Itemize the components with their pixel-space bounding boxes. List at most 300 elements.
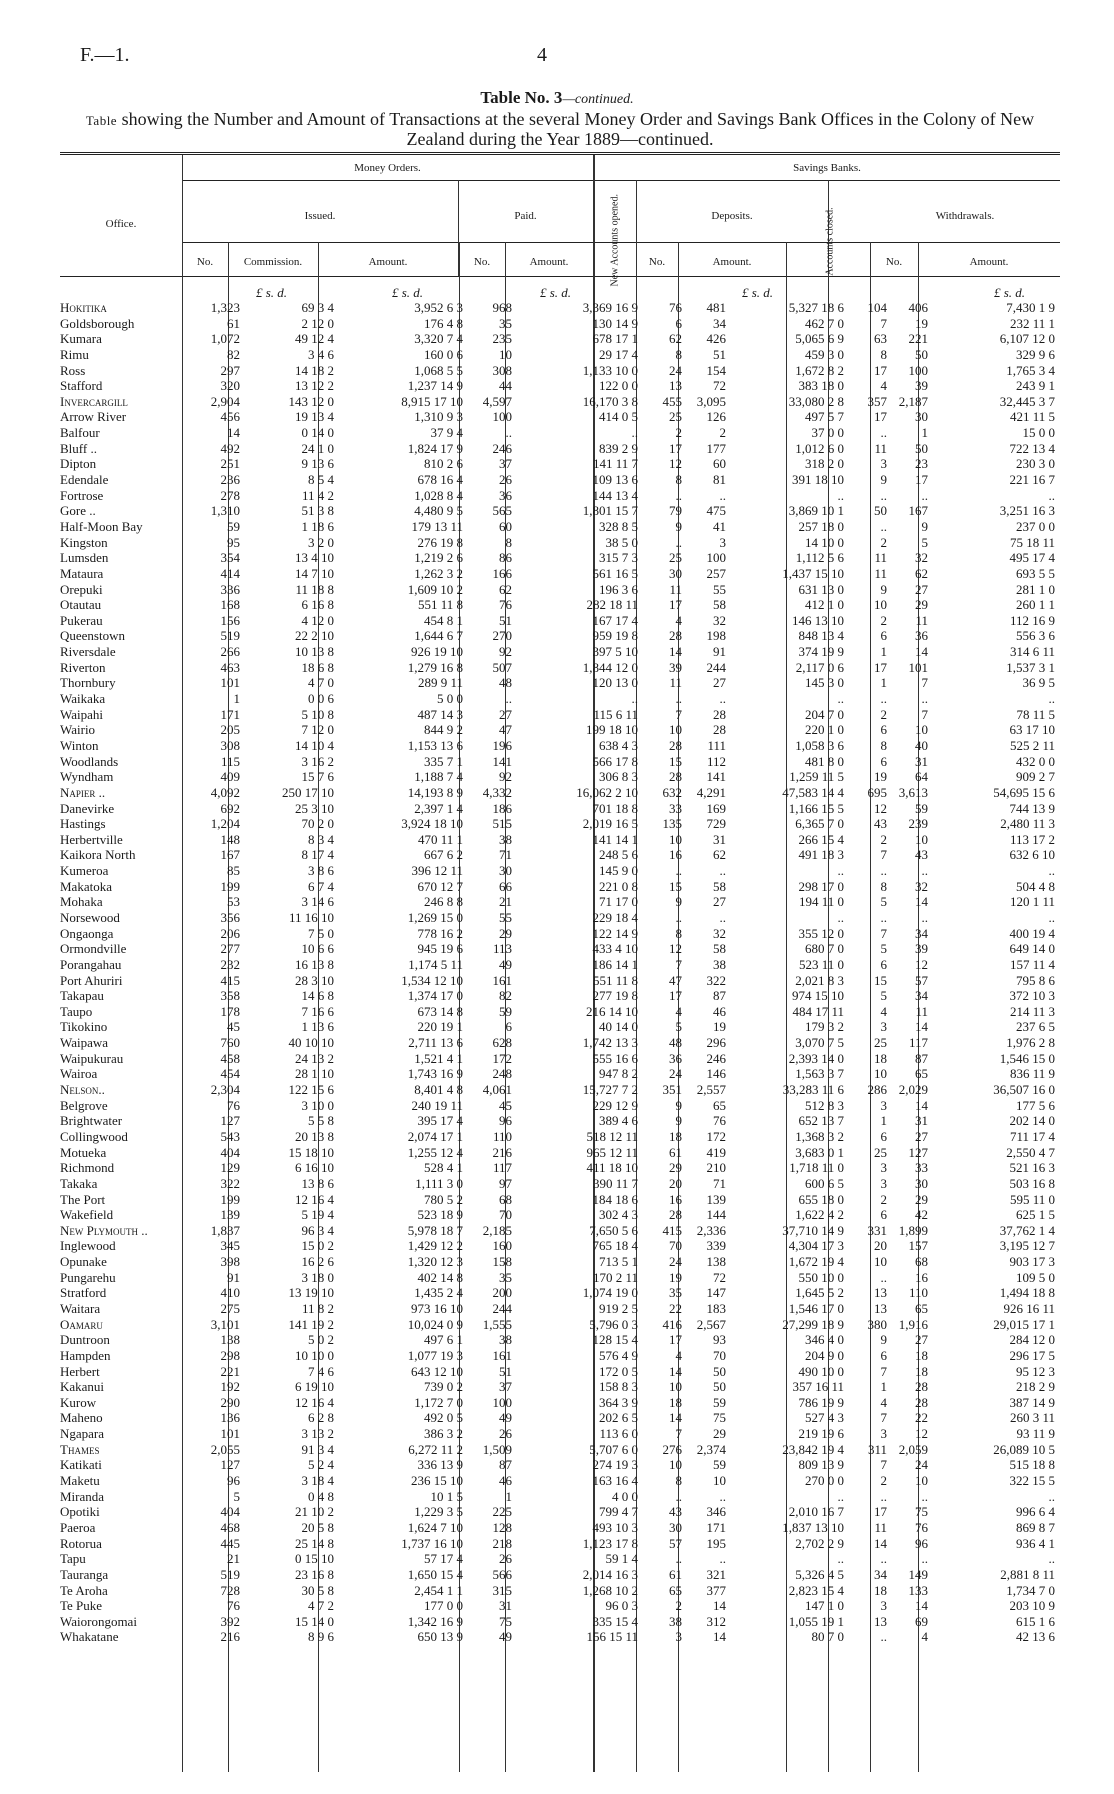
new-accounts-cell: 3 [675,1629,682,1645]
issued-no-cell: 205 [220,722,240,738]
deposits-no-cell: 296 [706,1035,726,1051]
issued-no-cell: 398 [220,1254,240,1270]
accounts-closed-cell: 10 [874,597,887,613]
withdrawals-amount-cell: 432 0 0 [1016,753,1055,769]
new-accounts-cell: 17 [669,597,682,613]
accounts-closed-cell: 2 [880,612,887,628]
commission-cell: 5 0 2 [308,1332,334,1348]
issued-no-cell: 358 [220,988,240,1004]
office-cell: Kakanui [60,1379,105,1395]
deposits-amount-cell: 346 4 0 [805,1332,844,1348]
office-cell: Hastings [60,816,106,832]
deposits-amount-cell: 355 12 0 [798,925,844,941]
withdrawals-no-cell: 5 [921,534,928,550]
accounts-closed-cell: 357 [867,393,887,409]
new-accounts-cell: 18 [669,1394,682,1410]
deposits-no-cell: 177 [706,440,726,456]
deposits-amount-cell: 848 13 4 [798,628,844,644]
deposits-amount-cell: 600 6 5 [805,1175,844,1191]
withdrawals-no-cell: 157 [908,1238,928,1254]
commission-cell: 8 3 4 [308,831,334,847]
deposits-amount-cell: 974 15 10 [792,988,844,1004]
deposits-no-cell: 27 [713,675,726,691]
issued-no-cell: 82 [227,346,240,362]
issued-amount-cell: 650 13 9 [417,1629,463,1645]
commission-cell: 3 4 6 [308,346,334,362]
withdrawals-amount-cell: 15 0 0 [1022,425,1055,441]
deposits-no-cell: 51 [713,346,726,362]
issued-amount-cell: 470 11 1 [417,831,463,847]
withdrawals-no-cell: 2,187 [898,393,928,409]
office-cell: Mohaka [60,894,103,910]
deposits-amount-cell: 5,327 18 6 [788,300,844,315]
table-row [60,550,1060,566]
commission-cell: 141 19 2 [288,1316,334,1332]
table-row [60,973,1060,989]
issued-no-cell: 456 [220,409,240,425]
withdrawals-no-cell: 43 [915,847,928,863]
paid-no-cell: 4,597 [482,393,512,409]
office-cell: Tauranga [60,1566,109,1582]
issued-no-cell: 76 [227,1097,240,1113]
new-accounts-cell: 14 [669,1410,682,1426]
deposits-amount-cell: 5,326 4 5 [795,1566,844,1582]
deposits-amount-cell: 481 8 0 [805,753,844,769]
paid-no-cell: 200 [492,1285,512,1301]
office-cell: Nelson.. [60,1082,105,1098]
new-accounts-cell: 8 [675,1473,682,1489]
withdrawals-amount-cell: 36 9 5 [1022,675,1055,691]
deposits-no-cell: 19 [713,1019,726,1035]
new-accounts-cell: 38 [669,1613,682,1629]
commission-cell: 5 5 8 [308,1113,334,1129]
issued-no-cell: 221 [220,1363,240,1379]
paid-amount-cell: 184 18 6 [592,1191,638,1207]
office-cell: Arrow River [60,409,127,425]
accounts-closed-cell: 10 [874,1254,887,1270]
withdrawals-amount-cell: 322 15 5 [1009,1473,1055,1489]
commission-cell: 0 0 6 [308,691,334,707]
paid-no-cell: 68 [499,1191,512,1207]
withdrawals-amount-cell: 260 1 1 [1016,597,1055,613]
deposits-no-cell: 75 [713,1410,726,1426]
issued-amount-cell: 551 11 8 [417,597,463,613]
deposits-amount-cell: 1,012 6 0 [795,440,844,456]
paid-amount-cell: .. [631,691,638,707]
commission-cell: 13 8 6 [301,1175,334,1191]
deposits-amount-cell: 2,010 16 7 [788,1504,844,1520]
commission-cell: 19 13 4 [295,409,334,425]
withdrawals-amount-cell: 387 14 9 [1009,1394,1055,1410]
withdrawals-amount-cell: 421 11 5 [1009,409,1055,425]
withdrawals-amount-cell: 109 5 0 [1016,1269,1055,1285]
commission-cell: 14 18 2 [295,362,334,378]
deposits-no-cell: 87 [713,988,726,1004]
new-accounts-cell: 17 [669,1332,682,1348]
issued-amount-cell: 1,624 7 10 [407,1519,463,1535]
deposits-amount-cell: 147 1 0 [805,1598,844,1614]
office-cell: Tapu [60,1551,86,1567]
paid-no-cell: 51 [499,1363,512,1379]
table-row [60,957,1060,973]
commission-cell: 6 19 10 [295,1379,334,1395]
deposits-amount-cell: 459 3 0 [805,346,844,362]
table-row [60,1567,1060,1583]
accounts-closed-cell: 13 [874,1285,887,1301]
new-accounts-cell: 57 [669,1535,682,1551]
deposits-amount-unit: £ s. d. [742,285,774,300]
withdrawals-amount-cell: 120 1 11 [1009,894,1055,910]
paid-no-cell: 76 [499,597,512,613]
accounts-closed-cell: 331 [867,1222,887,1238]
new-accounts-cell: 276 [662,1441,682,1457]
deposits-no-cell: 426 [706,331,726,347]
new-accounts-cell: 18 [669,1128,682,1144]
accounts-closed-cell: 34 [874,1566,887,1582]
new-accounts-cell: 14 [669,644,682,660]
office-header: Office. [105,218,137,230]
deposits-no-cell: 60 [713,456,726,472]
paid-no-cell: 35 [499,315,512,331]
table-row [60,1426,1060,1442]
paid-amount-cell: 274 19 3 [592,1457,638,1473]
withdrawals-no-cell: 2,029 [898,1082,928,1098]
deposits-amount-cell: .. [837,1551,844,1567]
paid-no-cell: 49 [499,1629,512,1645]
withdrawals-amount-cell: 515 18 8 [1009,1457,1055,1473]
office-cell: Norsewood [60,909,120,925]
paid-amount-cell: 229 12 9 [592,1097,638,1113]
withdrawals-no-cell: 27 [915,1332,928,1348]
table-row [60,425,1060,441]
paid-no-cell: 235 [492,331,512,347]
new-accounts-cell: 7 [675,1426,682,1442]
issued-no-cell: 692 [220,800,240,816]
deposits-no-cell: 10 [713,1473,726,1489]
withdrawals-header: Withdrawals. [935,210,995,222]
paid-amount-cell: 5,796 0 3 [589,1316,638,1332]
deposits-amount-cell: 374 19 9 [798,644,844,660]
withdrawals-amount-cell: 329 9 6 [1016,346,1055,362]
deposits-amount-cell: 391 18 10 [792,472,844,488]
deposits-amount-cell: 484 17 11 [792,1003,844,1019]
commission-cell: 122 15 6 [288,1082,334,1098]
table-number: Table No. 3 [480,88,563,107]
accounts-closed-cell: 1 [880,1379,887,1395]
paid-amount-cell: 167 17 4 [592,612,638,628]
deposits-amount-cell: 4,304 17 3 [788,1238,844,1254]
issued-amount-cell: 10,024 0 9 [407,1316,463,1332]
paid-amount-cell: .. [631,425,638,441]
office-cell: Porangahau [60,956,122,972]
commission-cell: 14 7 10 [295,565,334,581]
withdrawals-amount-cell: 632 6 10 [1009,847,1055,863]
office-cell: Takapau [60,988,104,1004]
accounts-closed-cell: 6 [880,1347,887,1363]
accounts-closed-cell: 6 [880,753,887,769]
accounts-closed-cell: 8 [880,346,887,362]
deposits-no-cell: 27 [713,894,726,910]
new-accounts-cell: .. [675,534,682,550]
paid-no-cell: 315 [492,1582,512,1598]
issued-no-cell: 2,055 [210,1441,240,1457]
deposits-no-cell: 41 [713,518,726,534]
table-row [60,316,1060,332]
paid-header: Paid. [514,210,537,222]
new-accounts-cell: 10 [669,1457,682,1473]
table-row [60,456,1060,472]
new-accounts-cell: .. [675,1488,682,1504]
accounts-closed-cell: 17 [874,659,887,675]
table-row [60,722,1060,738]
table-row [60,644,1060,660]
withdrawals-amount-cell: 112 16 9 [1009,612,1055,628]
commission-cell: 8 5 4 [308,472,334,488]
deposits-no-cell: 146 [706,1066,726,1082]
deposits-header: Deposits. [711,210,753,222]
accounts-closed-cell: 5 [880,894,887,910]
commission-cell: 8 17 4 [301,847,334,863]
deposits-no-cell: 65 [713,1097,726,1113]
withdrawals-no-cell: 11 [915,1003,928,1019]
withdrawals-amount-cell: 2,881 8 11 [1000,1566,1055,1582]
withdrawals-amount-header: Amount. [969,256,1009,268]
issued-amount-cell: 523 18 9 [417,1207,463,1223]
withdrawals-no-cell: 18 [915,1363,928,1379]
deposits-amount-cell: 412 1 0 [805,597,844,613]
accounts-closed-cell: 6 [880,1128,887,1144]
issued-amount-cell: 780 5 2 [424,1191,463,1207]
issued-amount-cell: 678 16 4 [417,472,463,488]
deposits-amount-cell: 80 7 0 [811,1629,844,1645]
paid-amount-cell: 216 14 10 [586,1003,638,1019]
commission-cell: 5 2 4 [308,1457,334,1473]
deposits-no-cell: 210 [706,1160,726,1176]
deposits-no-cell: 14 [713,1629,726,1645]
paid-amount-cell: 561 16 5 [592,565,638,581]
table-row [60,1332,1060,1348]
accounts-closed-cell: 3 [880,1598,887,1614]
paid-no-cell: 30 [499,863,512,879]
accounts-closed-cell: 7 [880,847,887,863]
paid-no-cell: 47 [499,722,512,738]
paid-no-cell: 97 [499,1175,512,1191]
accounts-closed-cell: 4 [880,378,887,394]
commission-cell: 20 5 8 [301,1519,334,1535]
office-cell: Pungarehu [60,1269,116,1285]
paid-no-cell: 96 [499,1113,512,1129]
paid-amount-cell: 248 5 6 [599,847,638,863]
table-row [60,1364,1060,1380]
issued-no-cell: 127 [220,1457,240,1473]
commission-cell: 15 14 0 [295,1613,334,1629]
accounts-closed-cell: 6 [880,1207,887,1223]
withdrawals-no-cell: 23 [915,456,928,472]
issued-amount-cell: 10 1 5 [430,1488,463,1504]
issued-amount-cell: 5 0 0 [437,691,463,707]
accounts-closed-cell: 15 [874,972,887,988]
commission-cell: 3 18 0 [301,1269,334,1285]
commission-cell: 96 3 4 [301,1222,334,1238]
continued-label: —continued. [562,92,634,107]
issued-header: Issued. [304,210,336,222]
issued-amount-cell: 176 4 8 [424,315,463,331]
withdrawals-amount-cell: .. [1048,487,1055,503]
commission-cell: 143 12 0 [288,393,334,409]
withdrawals-no-cell: 3,613 [898,784,928,800]
paid-no-cell: 27 [499,706,512,722]
paid-no-cell: 38 [499,1332,512,1348]
commission-cell: 22 2 10 [295,628,334,644]
deposits-amount-cell: .. [837,1488,844,1504]
paid-no-header: No. [473,256,491,268]
table-row [60,1051,1060,1067]
accounts-closed-cell: 13 [874,1613,887,1629]
withdrawals-no-cell: 40 [915,737,928,753]
deposits-no-cell: 481 [706,300,726,315]
deposits-no-cell: 111 [707,737,726,753]
issued-no-cell: 492 [220,440,240,456]
table-row [60,441,1060,457]
deposits-no-cell: 76 [713,1113,726,1129]
paid-no-cell: 10 [499,346,512,362]
table-row [60,1160,1060,1176]
withdrawals-no-cell: 16 [915,1269,928,1285]
new-accounts-cell: 6 [675,315,682,331]
withdrawals-amount-cell: 243 9 1 [1016,378,1055,394]
withdrawals-amount-cell: 232 11 1 [1009,315,1055,331]
deposits-amount-cell: 1,058 3 6 [795,737,844,753]
deposits-amount-cell: 145 3 0 [805,675,844,691]
commission-cell: 15 0 2 [301,1238,334,1254]
new-accounts-cell: 24 [669,1066,682,1082]
paid-amount-cell: 186 14 1 [592,956,638,972]
accounts-closed-cell: 5 [880,988,887,1004]
commission-cell: 11 4 2 [301,487,334,503]
deposits-amount-cell: 204 9 0 [805,1347,844,1363]
new-accounts-cell: 61 [669,1566,682,1582]
new-accounts-cell: 30 [669,565,682,581]
office-cell: Orepuki [60,581,103,597]
office-cell: Wakefield [60,1207,114,1223]
issued-amount-cell: 1,188 7 4 [414,769,463,785]
paid-amount-cell: 919 2 5 [599,1301,638,1316]
withdrawals-no-cell: 221 [908,331,928,347]
withdrawals-amount-cell: 284 12 0 [1009,1332,1055,1348]
deposits-no-cell: 169 [706,800,726,816]
new-accounts-cell: 29 [669,1160,682,1176]
paid-amount-cell: 2,014 16 3 [582,1566,638,1582]
accounts-closed-cell: 380 [867,1316,887,1332]
deposits-amount-cell: .. [837,487,844,503]
accounts-closed-cell: 2 [880,1473,887,1489]
accounts-closed-cell: 3 [880,1426,887,1442]
deposits-amount-cell: 37,710 14 9 [782,1222,844,1238]
commission-cell: 6 16 8 [301,597,334,613]
paid-amount-cell: 128 15 4 [592,1332,638,1348]
paid-no-cell: 21 [499,894,512,910]
commission-cell: 4 7 0 [308,675,334,691]
commission-cell: 28 3 10 [295,972,334,988]
table-row [60,1410,1060,1426]
paid-amount-unit: £ s. d. [540,285,572,300]
paid-amount-cell: 566 17 8 [592,753,638,769]
issued-no-cell: 1,072 [210,331,240,347]
issued-no-cell: 468 [220,1519,240,1535]
withdrawals-amount-cell: 230 3 0 [1016,456,1055,472]
commission-cell: 91 3 4 [301,1441,334,1457]
commission-cell: 25 3 10 [295,800,334,816]
issued-amount-cell: 643 12 10 [411,1363,463,1379]
issued-amount-cell: 240 19 11 [411,1097,463,1113]
withdrawals-amount-cell: 177 5 6 [1016,1097,1055,1113]
table-row [60,1536,1060,1552]
paid-amount-cell: 1,133 10 0 [582,362,638,378]
deposits-no-cell: 62 [713,847,726,863]
table-row [60,879,1060,895]
deposits-amount-cell: 1,166 15 5 [788,800,844,816]
commission-cell: 69 3 4 [301,300,334,315]
paid-no-cell: 71 [499,847,512,863]
office-cell: Wyndham [60,769,114,785]
accounts-closed-cell: 20 [874,1238,887,1254]
accounts-closed-cell: 9 [880,581,887,597]
withdrawals-no-cell: .. [921,1488,928,1504]
issued-amount-cell: 1,174 5 11 [408,956,463,972]
deposits-no-cell: 139 [706,1191,726,1207]
commission-cell: 9 13 6 [301,456,334,472]
withdrawals-no-cell: 31 [915,1113,928,1129]
deposits-no-cell: 154 [706,362,726,378]
withdrawals-amount-cell: 625 1 5 [1016,1207,1055,1223]
withdrawals-amount-cell: 63 17 10 [1009,722,1055,738]
deposits-no-cell: 59 [713,1457,726,1473]
table-row [60,1113,1060,1129]
withdrawals-no-cell: 11 [915,612,928,628]
table-row [60,409,1060,425]
paid-amount-cell: 576 4 9 [599,1347,638,1363]
issued-no-cell: 1,837 [210,1222,240,1238]
new-accounts-cell: 2 [675,1598,682,1614]
office-cell: Taupo [60,1003,93,1019]
office-cell: Waiorongomai [60,1613,137,1629]
issued-no-cell: 410 [220,1285,240,1301]
deposits-no-cell: 58 [713,878,726,894]
table-row [60,535,1060,551]
deposits-no-cell: 171 [706,1519,726,1535]
issued-amount-cell: 670 12 7 [417,878,463,894]
paid-amount-cell: 1,801 15 7 [582,503,638,519]
issued-amount-cell: 2,397 1 4 [414,800,463,816]
issued-no-cell: 167 [220,847,240,863]
withdrawals-amount-cell: .. [1048,863,1055,879]
withdrawals-no-cell: 1,916 [898,1316,928,1332]
new-accounts-cell: 14 [669,1363,682,1379]
accounts-closed-cell: 12 [874,800,887,816]
deposits-no-cell: 475 [706,503,726,519]
deposits-no-cell: 198 [706,628,726,644]
office-cell: Oamaru [60,1316,103,1332]
paid-no-cell: 6 [505,1019,512,1035]
commission-cell: 3 16 2 [301,753,334,769]
accounts-closed-cell: .. [880,909,887,925]
withdrawals-amount-cell: 744 13 9 [1009,800,1055,816]
commission-cell: 14 6 8 [301,988,334,1004]
table-row [60,347,1060,363]
issued-amount-cell: 2,074 17 1 [407,1128,463,1144]
paid-no-cell: 216 [492,1144,512,1160]
accounts-closed-cell: .. [880,425,887,441]
